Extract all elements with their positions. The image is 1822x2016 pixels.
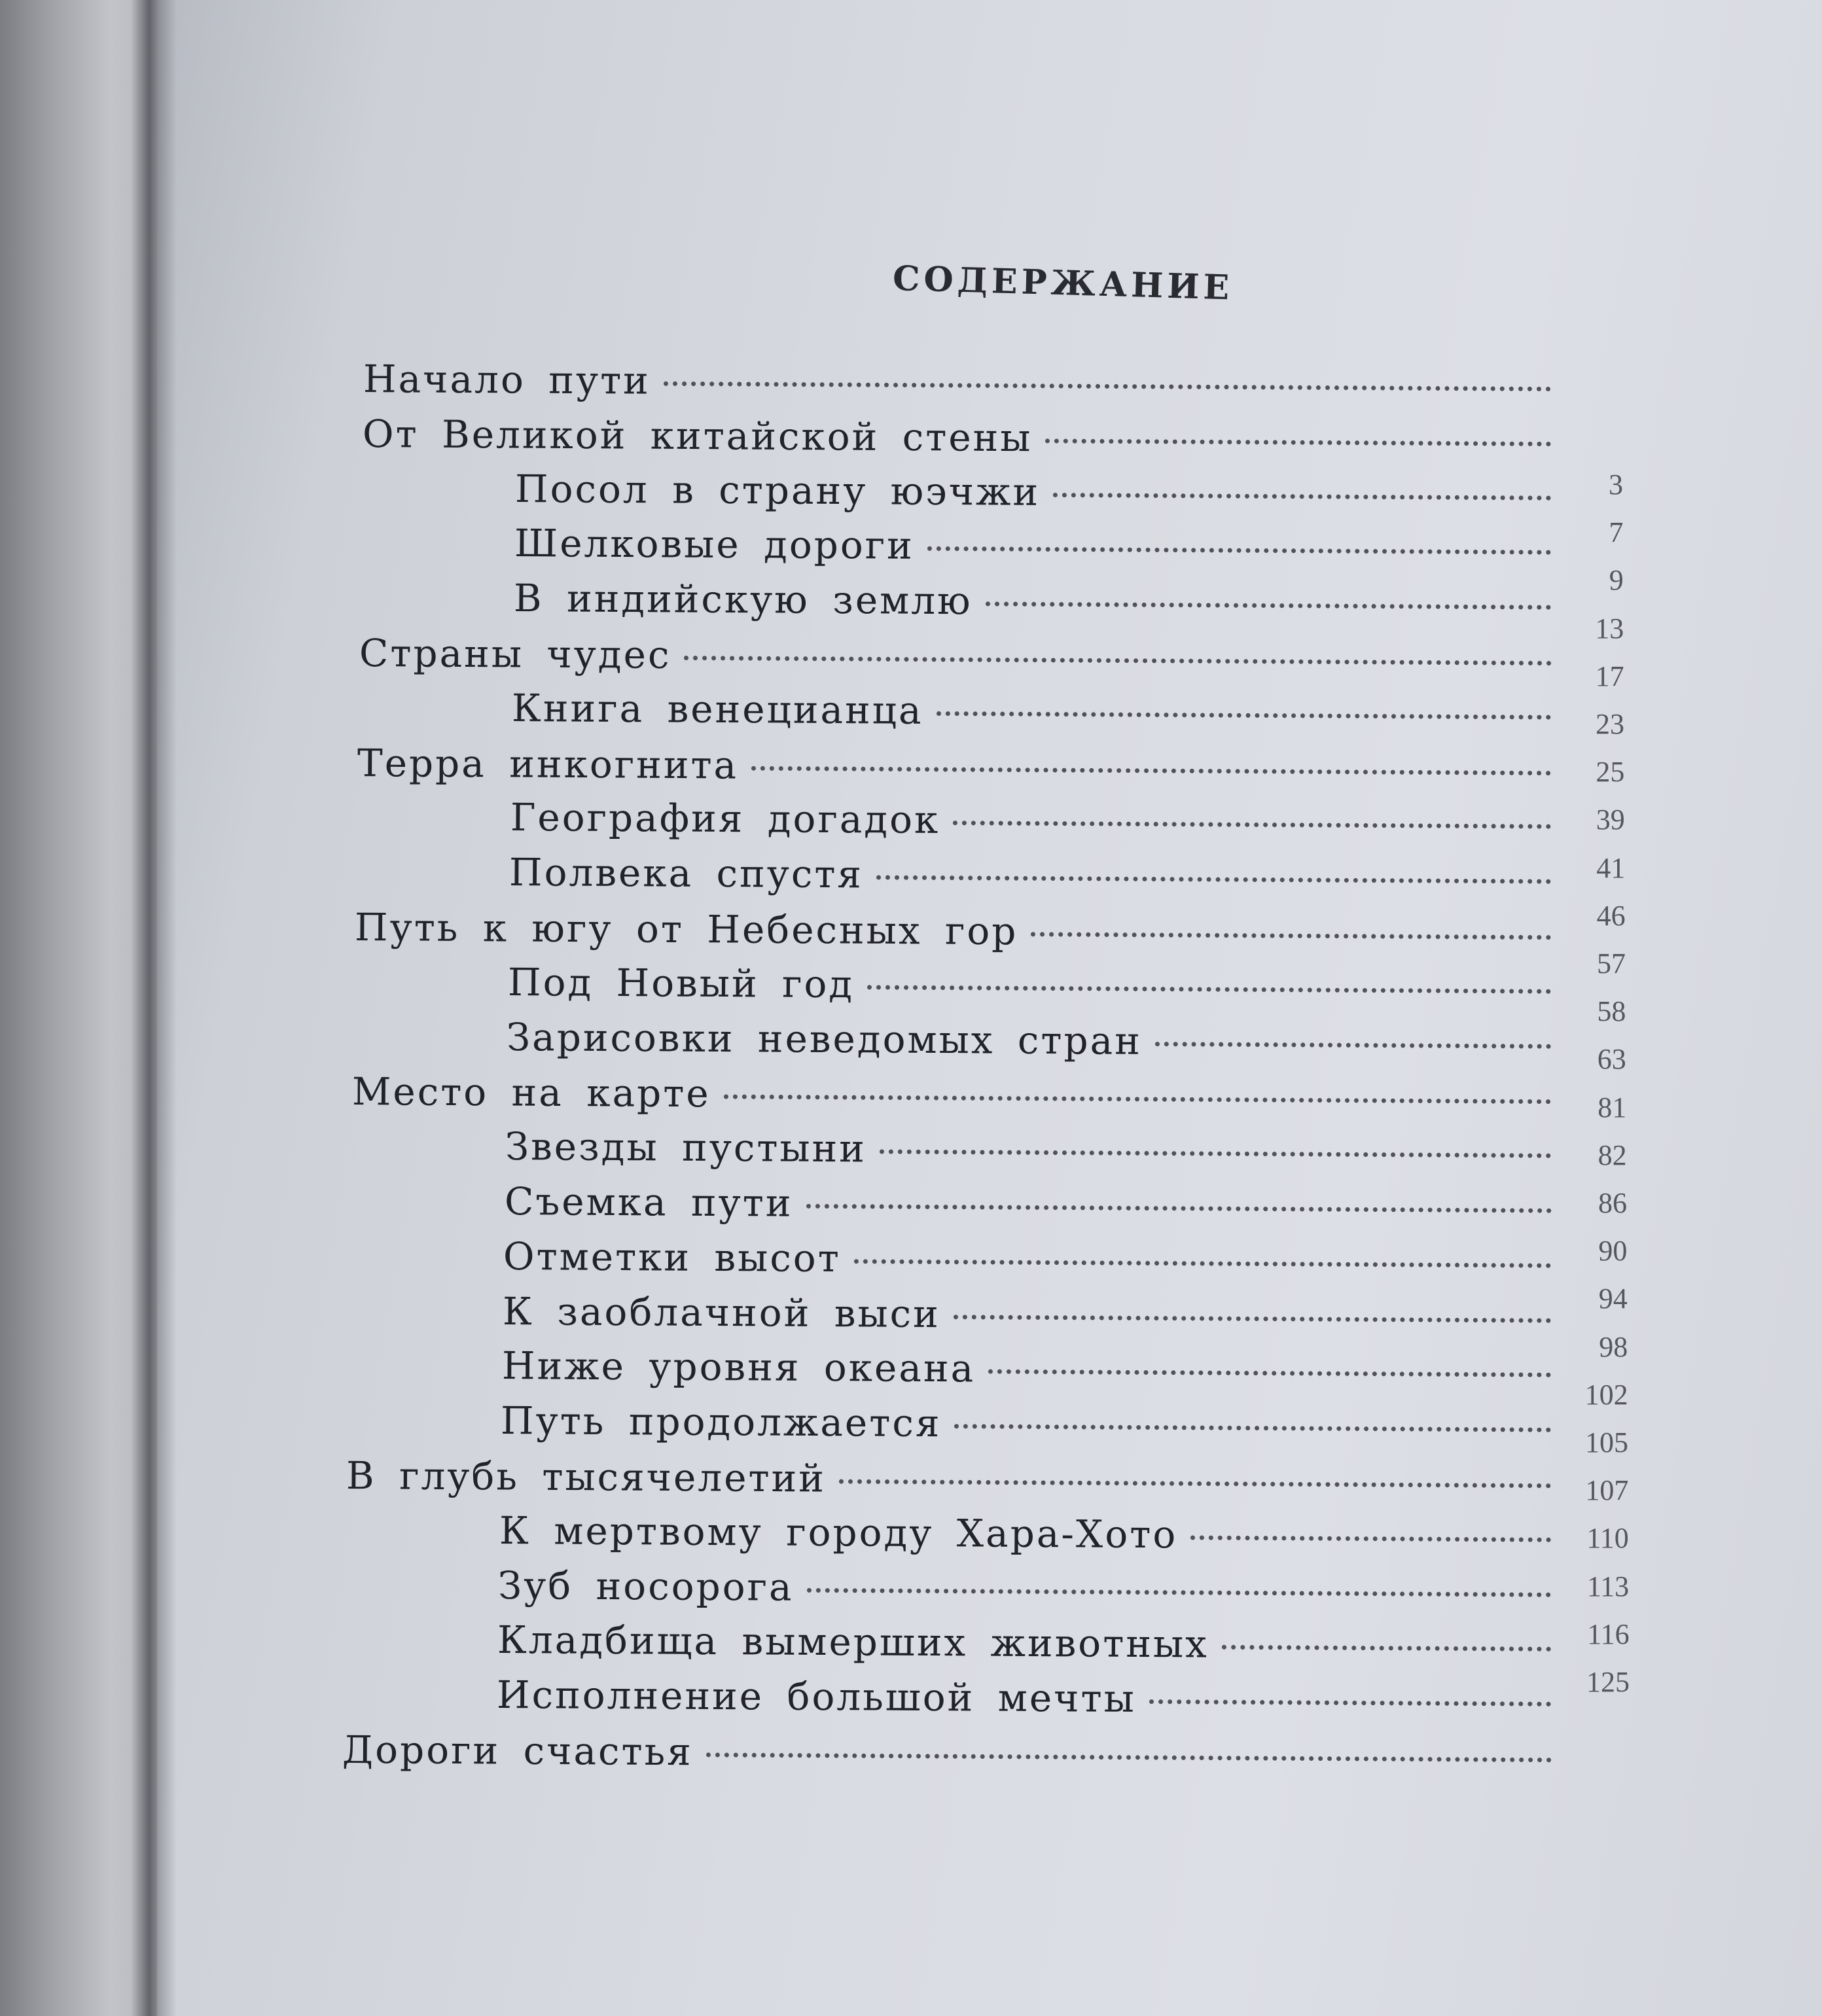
dot-leader xyxy=(854,1259,1551,1268)
toc-entry-text: Путь продолжается xyxy=(501,1398,942,1446)
toc-entry-text: Шелковые дороги xyxy=(514,521,915,569)
dot-leader xyxy=(706,1752,1551,1762)
dot-leader xyxy=(684,656,1551,665)
toc-entry xyxy=(497,1672,1552,1726)
toc-entry xyxy=(362,412,1551,466)
toc-entry-text: Ниже уровня океана xyxy=(501,1343,975,1391)
toc-entry xyxy=(357,741,1551,795)
toc-entry-text: Зарисовки неведомых стран xyxy=(507,1014,1143,1063)
dot-leader xyxy=(1155,1042,1551,1049)
dot-leader xyxy=(1149,1699,1551,1707)
dot-leader xyxy=(1190,1535,1551,1542)
toc-entry xyxy=(505,1124,1552,1178)
dot-leader xyxy=(954,1315,1551,1323)
toc-entry-text: Съемка пути xyxy=(504,1179,793,1226)
dot-leader xyxy=(867,985,1551,993)
page-number: 63 xyxy=(1597,1043,1626,1076)
toc-entry xyxy=(352,1069,1551,1123)
toc-entry xyxy=(512,686,1551,739)
page-number: 107 xyxy=(1585,1474,1629,1507)
toc-entry-text: В глубь тысячелетий xyxy=(346,1453,827,1501)
page-number: 41 xyxy=(1596,851,1626,884)
page-number: 110 xyxy=(1586,1522,1629,1555)
toc-entry xyxy=(509,850,1551,904)
page-number: 57 xyxy=(1597,947,1626,980)
dot-leader xyxy=(876,875,1551,884)
toc-entry-text: Звезды пустыни xyxy=(505,1124,866,1171)
page-number: 86 xyxy=(1598,1187,1627,1219)
dot-leader xyxy=(985,602,1551,610)
toc-entry xyxy=(501,1398,1551,1452)
toc-entry-text: К мертвому городу Хара-Хото xyxy=(499,1508,1178,1557)
toc-entry xyxy=(504,1179,1551,1233)
toc-entry xyxy=(355,905,1551,959)
toc-entry xyxy=(346,1453,1551,1508)
toc-entry-text: Исполнение большой мечты xyxy=(496,1672,1136,1722)
toc-entry xyxy=(510,795,1551,849)
toc-entry xyxy=(359,631,1551,685)
toc-entry xyxy=(503,1289,1552,1343)
toc-entry-text: Посол в страну юэчжи xyxy=(515,466,1041,514)
page-number: 46 xyxy=(1596,899,1626,932)
toc-entry xyxy=(497,1618,1551,1671)
toc-entry xyxy=(507,960,1551,1014)
dot-leader xyxy=(953,821,1551,830)
page-number: 82 xyxy=(1598,1139,1627,1171)
toc-entry-text: Место на карте xyxy=(351,1069,711,1116)
toc-entry-text: Под Новый год xyxy=(507,959,854,1007)
toc-entry xyxy=(499,1508,1551,1562)
toc-entry-text: Страны чудес xyxy=(359,631,671,677)
page-number: 98 xyxy=(1599,1330,1628,1363)
toc-entry xyxy=(498,1563,1551,1617)
toc-entry-text: Терра инкогнита xyxy=(357,740,739,788)
toc-entry-text: Полвека спустя xyxy=(509,850,864,897)
page-number: 105 xyxy=(1585,1426,1628,1459)
toc-entry xyxy=(503,1234,1551,1288)
page-number: 9 xyxy=(1609,564,1624,597)
page-number: 39 xyxy=(1596,804,1625,836)
toc-entry-text: В индийскую землю xyxy=(513,576,973,624)
toc-entry xyxy=(507,1015,1551,1069)
toc-entry xyxy=(342,1727,1551,1782)
toc-entry xyxy=(501,1343,1551,1397)
toc-entry-text: География догадок xyxy=(510,795,940,843)
dot-leader xyxy=(664,381,1551,391)
dot-leader xyxy=(988,1370,1551,1377)
toc-entry-text: Отметки высот xyxy=(503,1233,842,1281)
toc-entry xyxy=(514,576,1552,629)
dot-leader xyxy=(1031,932,1551,940)
page-number: 116 xyxy=(1587,1618,1630,1650)
dot-leader xyxy=(839,1479,1551,1489)
page-number: 113 xyxy=(1586,1570,1630,1602)
dot-leader xyxy=(1053,493,1551,501)
page-number: 13 xyxy=(1595,612,1624,645)
page-number: 81 xyxy=(1598,1091,1627,1123)
page-number: 17 xyxy=(1595,660,1624,692)
dot-leader xyxy=(1222,1645,1551,1652)
toc-entry-text: Книга венецианца xyxy=(511,685,924,733)
dot-leader xyxy=(1045,438,1551,446)
dot-leader xyxy=(955,1424,1551,1432)
page-number: 7 xyxy=(1609,516,1624,549)
page-number: 125 xyxy=(1586,1666,1630,1698)
page-number: 94 xyxy=(1598,1282,1628,1315)
dot-leader xyxy=(927,546,1551,555)
toc-entry xyxy=(363,357,1551,411)
page-number: 102 xyxy=(1584,1378,1628,1411)
page-number: 3 xyxy=(1609,469,1623,501)
toc-entry-text: Кладбища вымерших животных xyxy=(497,1618,1209,1667)
toc-title: СОДЕРЖАНИЕ xyxy=(892,258,1234,308)
dot-leader xyxy=(880,1150,1551,1158)
page-number: 58 xyxy=(1597,995,1626,1028)
page-number: 23 xyxy=(1596,708,1624,740)
toc-entry-text: Дороги счастья xyxy=(342,1727,693,1775)
dot-leader xyxy=(807,1587,1551,1597)
dot-leader xyxy=(806,1204,1551,1213)
toc-entry xyxy=(514,521,1551,575)
toc-entry-text: Начало пути xyxy=(363,357,651,403)
dot-leader xyxy=(937,711,1551,720)
toc-entry-text: Зуб носорога xyxy=(498,1563,795,1610)
toc-entry-text: Путь к югу от Небесных гор xyxy=(354,905,1018,954)
page-number: 90 xyxy=(1598,1235,1628,1267)
toc-entry-text: К заоблачной выси xyxy=(502,1288,940,1336)
dot-leader xyxy=(724,1095,1551,1105)
toc-entry-text: От Великой китайской стены xyxy=(362,411,1033,461)
dot-leader xyxy=(751,766,1551,775)
page-number: 25 xyxy=(1596,756,1625,788)
toc-entry xyxy=(515,467,1551,520)
